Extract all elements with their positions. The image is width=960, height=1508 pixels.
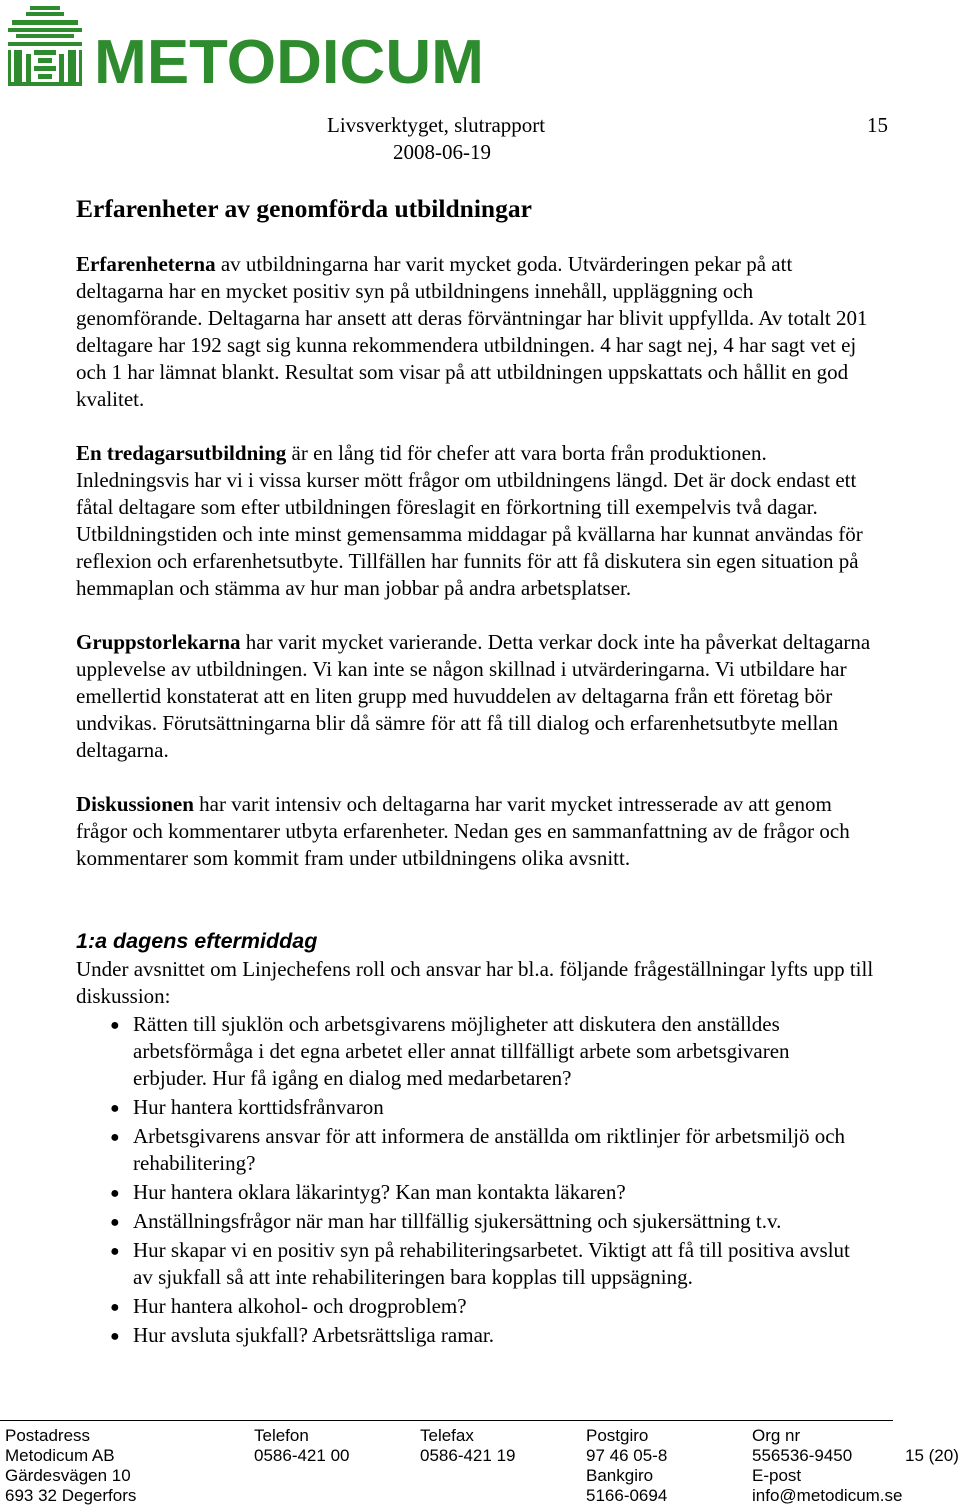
footer-phone-value: 0586-421 00 bbox=[254, 1446, 350, 1465]
list-item: ● Hur hantera korttidsfrånvaron bbox=[76, 1094, 876, 1121]
paragraph-lead: En tredagarsutbildning bbox=[76, 441, 287, 465]
paragraph-text: har varit intensiv och deltagarna har varit mycket intresserade av att genom frågor och kommentarer utbyta erfarenheter. Nedan ges en sammanfattning av de frågor och kommentarer som kommit fram under utbildningens olika avsnitt. bbox=[76, 792, 850, 870]
footer-orgnr-value: 556536-9450 bbox=[752, 1446, 853, 1465]
footer-address bbox=[5, 1426, 136, 1506]
list-item: ● Hur skapar vi en positiv syn på rehabiliteringsarbetet. Viktigt att få till positiva avslut av sjukfall så att inte rehabiliteringen bara kopplas till uppsägning. bbox=[110, 1238, 850, 1289]
logo-graphic bbox=[8, 6, 488, 90]
footer-address-line: 693 32 Degerfors bbox=[5, 1486, 137, 1505]
footer-email-value: info@metodicum.se bbox=[752, 1486, 903, 1505]
list-item: ● Hur hantera alkohol- och drogproblem? bbox=[76, 1293, 876, 1320]
footer-orgnr-label: Org nr bbox=[752, 1426, 801, 1445]
paragraph-text: av utbildningarna har varit mycket goda. Utvärderingen pekar på att deltagarna har en mycket positiv syn på utbildningens innehåll, uppläggning och genomförande. Deltagarna har ansett att deras förväntningar har blivit uppfyllda. Av totalt 201 deltagare har 192 sagt sig kunna rekommendera utbildningen. 4 har sagt nej, 4 har sagt vet ej och 1 har lämnat blankt. Resultat som visar på att utbildningen uppskattats och hållit en god kvalitet. bbox=[76, 252, 868, 411]
bullet-icon: ● bbox=[110, 1129, 120, 1146]
paragraph-three-day-training bbox=[76, 440, 876, 602]
footer-page-count: 15 (20) bbox=[905, 1446, 959, 1465]
list-item: ● Hur hantera oklara läkarintyg? Kan man kontakta läkaren? bbox=[76, 1179, 876, 1206]
discussion-questions-list bbox=[76, 1011, 876, 1349]
bullet-icon: ● bbox=[110, 1185, 120, 1202]
footer-org bbox=[752, 1426, 903, 1506]
logo-emblem-icon bbox=[8, 6, 82, 86]
bullet-icon: ● bbox=[110, 1214, 120, 1231]
paragraph-group-sizes bbox=[76, 629, 876, 764]
paragraph-text: har varit mycket varierande. Detta verkar dock inte ha påverkat deltagarna upplevelse av utbildningen. Vi kan inte se någon skillnad i utvärderingarna. Vi utbildare har emellertid konstaterat att en liten grupp med huvuddelen av deltagarna från ett företag bör undvikas. Förutsättningarna blir då sämre för att få till dialog och erfarenhetsutbyte mellan deltagarna. bbox=[76, 630, 871, 762]
footer-fax bbox=[420, 1426, 515, 1466]
list-item: ● Arbetsgivarens ansvar för att informera de anställda om riktlinjer för arbetsmiljö och rehabilitering? bbox=[110, 1124, 846, 1175]
footer-postgiro-label: Postgiro bbox=[586, 1426, 649, 1445]
section-heading: Erfarenheter av genomförda utbildningar bbox=[76, 194, 532, 223]
list-item: ● Rätten till sjuklön och arbetsgivarens möjligheter att diskutera den anställdes arbetsförmåga i det egna arbetet eller annat tillfälligt arbete som arbetsgivaren erbjuder. Hur få igång en dialog med medarbetaren? bbox=[110, 1012, 790, 1090]
footer-email-label: E-post bbox=[752, 1466, 802, 1485]
bullet-icon: ● bbox=[110, 1243, 120, 1260]
logo-text: METODICUM bbox=[94, 28, 484, 90]
paragraph-lead: Erfarenheterna bbox=[76, 252, 216, 276]
paragraph-lead: Gruppstorlekarna bbox=[76, 630, 241, 654]
footer-postgiro-value: 97 46 05-8 bbox=[586, 1446, 668, 1465]
page-number: 15 bbox=[867, 113, 888, 137]
footer-address-line: Metodicum AB bbox=[5, 1446, 115, 1465]
list-item: ● Hur avsluta sjukfall? Arbetsrättsliga ramar. bbox=[76, 1322, 876, 1349]
main-content bbox=[76, 192, 876, 1351]
document-title: Livsverktyget, slutrapport bbox=[327, 113, 546, 137]
footer-giro bbox=[586, 1426, 667, 1506]
footer-divider bbox=[0, 1420, 893, 1421]
bullet-icon: ● bbox=[110, 1017, 120, 1034]
footer-address-label: Postadress bbox=[5, 1426, 91, 1445]
footer-bankgiro-value: 5166-0694 bbox=[586, 1486, 668, 1505]
bullet-icon: ● bbox=[110, 1299, 120, 1316]
footer-phone bbox=[254, 1426, 349, 1466]
list-item: ● Anställningsfrågor när man har tillfällig sjukersättning och sjukersättning t.v. bbox=[76, 1208, 876, 1235]
document-date: 2008-06-19 bbox=[393, 140, 491, 164]
footer-phone-label: Telefon bbox=[254, 1426, 309, 1445]
paragraph-discussion bbox=[76, 791, 876, 872]
paragraph-experiences bbox=[76, 251, 876, 413]
bullet-icon: ● bbox=[110, 1328, 120, 1345]
bullet-icon: ● bbox=[110, 1100, 120, 1117]
footer-address-line: Gärdesvägen 10 bbox=[5, 1466, 131, 1485]
footer-bankgiro-label: Bankgiro bbox=[586, 1466, 654, 1485]
footer-fax-label: Telefax bbox=[420, 1426, 474, 1445]
footer-fax-value: 0586-421 19 bbox=[420, 1446, 516, 1465]
paragraph-lead: Diskussionen bbox=[76, 792, 194, 816]
paragraph-text: är en lång tid för chefer att vara borta från produktionen. Inledningsvis har vi i vissa kurser mött frågor om utbildningens längd. Det är dock endast ett fåtal deltagare som efter utbildningen föreslagit en förkortning till exempelvis två dagar. Utbildningstiden och inte minst gemensamma middagar på kvällarna har kunnat användas för reflexion och erfarenhetsutbyte. Tillfällen har funnits för att få diskutera sin egen situation på hemmaplan och stämma av hur man jobbar på andra arbetsplatser. bbox=[76, 441, 863, 600]
subsection-intro: Under avsnittet om Linjechefens roll och ansvar har bl.a. följande frågeställningar lyfts upp till diskussion: bbox=[76, 957, 874, 1008]
subsection-heading: 1:a dagens eftermiddag bbox=[76, 929, 318, 953]
metodicum-logo bbox=[8, 6, 488, 90]
